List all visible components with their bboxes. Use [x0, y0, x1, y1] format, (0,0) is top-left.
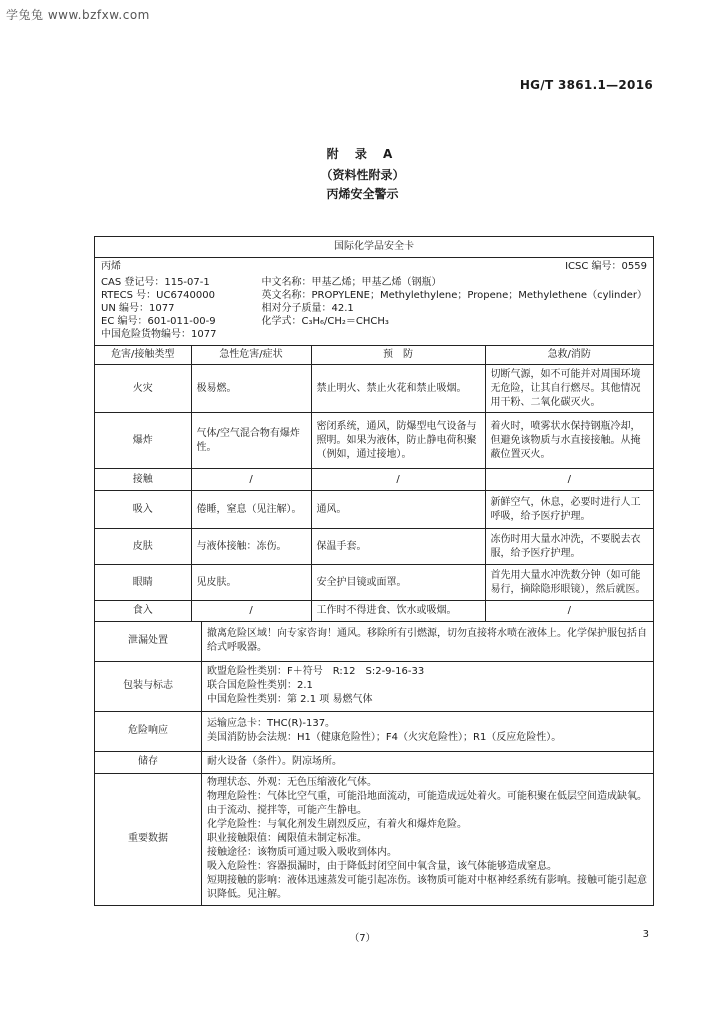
- hazard-table: [95, 346, 653, 621]
- cell-prevention: /: [311, 469, 485, 491]
- info-line: 运输应急卡：THC(R)-137。: [207, 718, 336, 729]
- chinese-name: 中文名称：甲基乙烯；甲基乙烯（钢瓶）: [261, 277, 442, 288]
- ec-number: EC 编号：601-011-00-9: [101, 316, 216, 327]
- info-row-packaging: [95, 661, 653, 711]
- info-line: 联合国危险性类别：2.1: [207, 680, 313, 691]
- standard-code: HG/T 3861.1—2016: [519, 78, 653, 92]
- info-row-spill: [95, 621, 653, 661]
- info-row-key-data: [95, 773, 653, 905]
- header-hazard-type: 危害/接触类型: [95, 346, 191, 365]
- cell-prevention: 保温手套。: [311, 529, 485, 565]
- cell-first-aid: 切断气源，如不可能并对周围环境无危险，让其自行燃尽。其他情况用干粉、二氧化碳灭火。: [485, 365, 653, 413]
- cell-first-aid: /: [485, 469, 653, 491]
- identifier-column-right: [261, 276, 647, 341]
- table-row: [95, 491, 653, 529]
- info-label-spill: 泄漏处置: [95, 621, 202, 661]
- row-label-explosion: 爆炸: [95, 413, 191, 469]
- appendix-note: （资料性附录）: [320, 168, 405, 182]
- info-line: 物理危险性：气体比空气重，可能沿地面流动，可能造成远处着火。可能积聚在低层空间造成缺氧。由于流动、搅拌等，可能产生静电。: [207, 791, 647, 817]
- info-content-storage: [202, 751, 654, 773]
- row-label-inhalation: 吸入: [95, 491, 191, 529]
- info-line: 短期接触的影响：液体迅速蒸发可能引起冻伤。该物质可能对中枢神经系统有影响。接触可能引起意识降低。见注解。: [207, 875, 647, 901]
- identification-block: [95, 258, 653, 346]
- cell-symptom: 极易燃。: [191, 365, 311, 413]
- info-row-storage: [95, 751, 653, 773]
- table-row: [95, 529, 653, 565]
- info-label-emergency: 危险响应: [95, 711, 202, 751]
- cell-first-aid: /: [485, 601, 653, 621]
- info-line: 物理状态、外观：无色压缩液化气体。: [207, 777, 377, 789]
- chemical-name: 丙烯: [101, 261, 121, 272]
- info-table: [95, 621, 653, 906]
- cell-symptom: 倦睡，窒息（见注解）。: [191, 491, 311, 529]
- hazard-table-header: [95, 346, 653, 365]
- row-label-eyes: 眼睛: [95, 565, 191, 601]
- table-row: [95, 413, 653, 469]
- appendix-subtitle: 丙烯安全警示: [326, 187, 399, 201]
- cell-symptom: 气体/空气混合物有爆炸性。: [191, 413, 311, 469]
- identifier-grid: [101, 276, 647, 341]
- cell-first-aid: 首先用大量水冲洗数分钟（如可能易行，摘除隐形眼镜），然后就医。: [485, 565, 653, 601]
- page-number: 3: [642, 929, 649, 940]
- watermark-text: 学兔兔 www.bzfxw.com: [6, 8, 150, 22]
- info-line: 耐火设备（条件）。阴凉场所。: [207, 756, 342, 767]
- info-label-packaging: 包装与标志: [95, 661, 202, 711]
- cn-dangerous-goods-number: 中国危险货物编号：1077: [101, 329, 217, 340]
- info-label-key-data: 重要数据: [95, 773, 202, 905]
- header-symptoms: 急性危害/症状: [191, 346, 311, 365]
- header-first-aid: 急救/消防: [547, 349, 591, 360]
- cell-prevention: 禁止明火、禁止火花和禁止吸烟。: [311, 365, 485, 413]
- row-label-ingestion: 食入: [95, 601, 191, 621]
- info-line: 撤离危险区域！向专家咨询！通风。移除所有引燃源，切勿直接将水喷在液体上。化学保护服包括自给式呼吸器。: [207, 628, 647, 653]
- rtecs-number: RTECS 号：UC6740000: [101, 290, 215, 301]
- row-label-skin: 皮肤: [95, 529, 191, 565]
- table-row: [95, 565, 653, 601]
- info-line: 吸入危险性：容器损漏时，由于降低封闭空间中氧含量，该气体能够造成窒息。: [207, 861, 557, 873]
- header-prevention: 预 防: [311, 346, 485, 365]
- cell-symptom: 见皮肤。: [191, 565, 311, 601]
- info-content-emergency: [202, 711, 654, 751]
- cell-first-aid: 新鲜空气，休息，必要时进行人工呼吸，给予医疗护理。: [485, 491, 653, 529]
- cas-number: CAS 登记号：115-07-1: [101, 277, 210, 288]
- cell-first-aid: 冻伤时用大量水冲洗，不要脱去衣服，给予医疗护理。: [485, 529, 653, 565]
- card-title: 国际化学品安全卡: [95, 237, 653, 258]
- un-number: UN 编号：1077: [101, 303, 175, 314]
- cell-symptom: /: [191, 601, 311, 621]
- info-line: 美国消防协会法规：H1（健康危险性）；F4（火灾危险性）；R1（反应危险性）。: [207, 732, 562, 743]
- identifier-column-left: [101, 276, 261, 341]
- name-row: [101, 260, 647, 276]
- info-line: 接触途径：该物质可通过吸入吸收到体内。: [207, 847, 397, 859]
- cell-first-aid: 着火时，喷雾状水保持钢瓶冷却，但避免该物质与水直接接触。从掩蔽位置灭火。: [485, 413, 653, 469]
- info-row-emergency: [95, 711, 653, 751]
- english-name: 英文名称：PROPYLENE；Methylethylene；Propene；Methylethene（cylinder）: [261, 290, 647, 301]
- info-line: 化学危险性：与氧化剂发生剧烈反应，有着火和爆炸危险。: [207, 819, 467, 831]
- appendix-title: 附 录 A: [326, 147, 399, 161]
- info-content-packaging: [202, 661, 654, 711]
- cell-symptom: /: [191, 469, 311, 491]
- cell-prevention: 密闭系统，通风，防爆型电气设备与照明。如果为液体，防止静电荷积聚（例如，通过接地）。: [311, 413, 485, 469]
- table-row: [95, 469, 653, 491]
- cell-prevention: 通风。: [311, 491, 485, 529]
- cell-prevention: 安全护目镜或面罩。: [311, 565, 485, 601]
- chemical-formula: 化学式：C₃H₆/CH₂＝CHCH₃: [261, 316, 389, 327]
- info-content-key-data: [202, 773, 654, 905]
- row-label-exposure: 接触: [95, 469, 191, 491]
- safety-card: [94, 236, 654, 906]
- row-label-fire: 火灾: [95, 365, 191, 413]
- molecular-weight: 相对分子质量：42.1: [261, 303, 354, 314]
- info-line: 欧盟危险性类别：F＋符号 R:12 S:2-9-16-33: [207, 666, 425, 677]
- info-line: 中国危险性类别：第 2.1 项 易燃气体: [207, 694, 373, 705]
- table-row: [95, 601, 653, 621]
- cell-symptom: 与液体接触：冻伤。: [191, 529, 311, 565]
- info-line: 职业接触限值：阈限值未制定标准。: [207, 833, 367, 845]
- footer-center-marker: （7）: [349, 933, 376, 944]
- table-row: [95, 365, 653, 413]
- info-content-spill: [202, 621, 654, 661]
- icsc-number: ICSC 编号：0559: [565, 261, 647, 272]
- info-label-storage: 储存: [95, 751, 202, 773]
- cell-prevention: 工作时不得进食、饮水或吸烟。: [311, 601, 485, 621]
